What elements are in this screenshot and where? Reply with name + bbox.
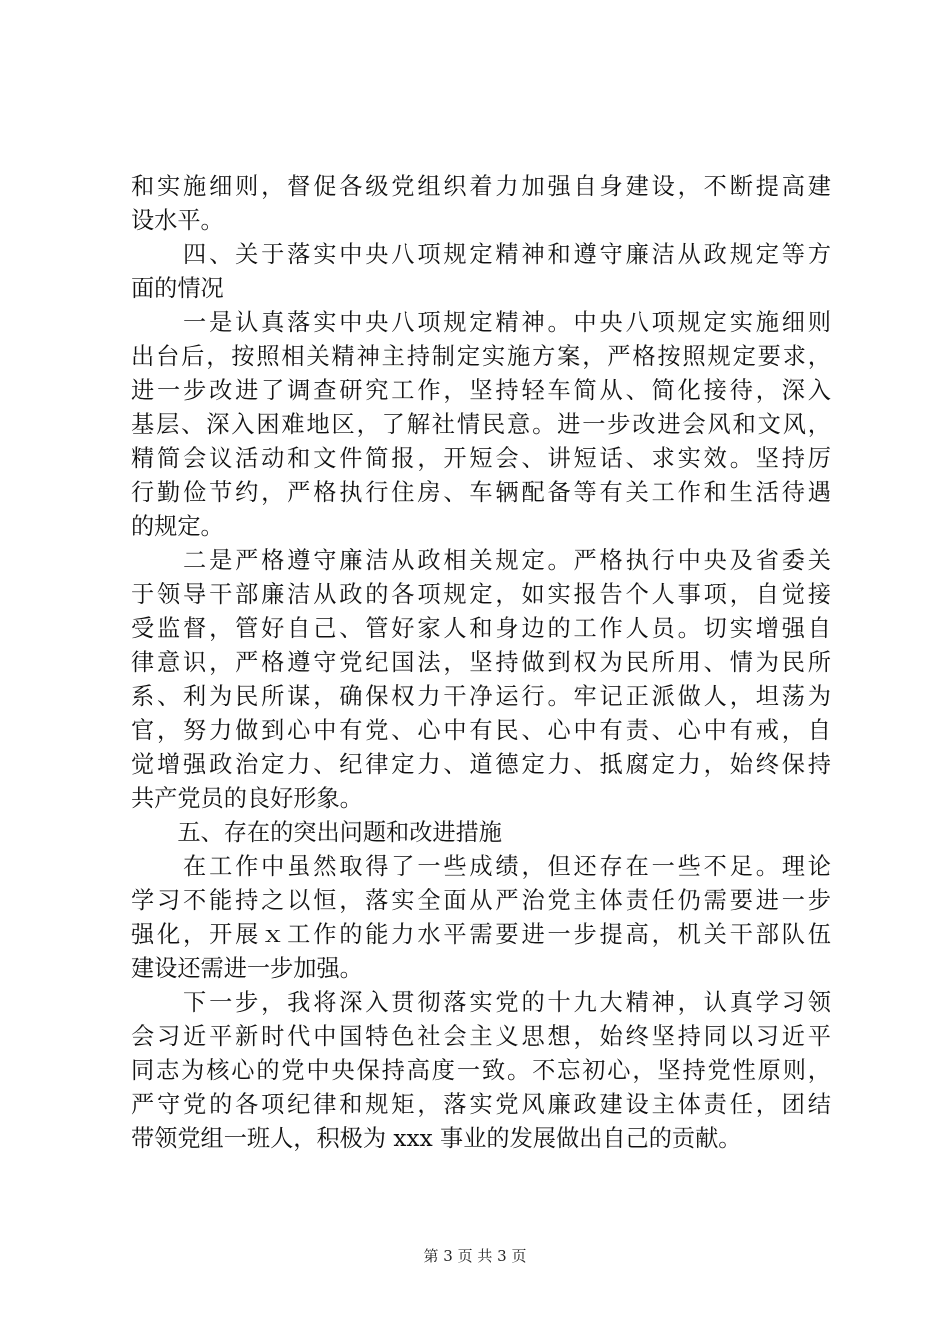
text-line: 在工作中虽然取得了一些成绩，但还存在一些不足。理论	[131, 853, 831, 880]
text-line: 行勤俭节约，严格执行住房、车辆配备等有关工作和生活待遇	[131, 479, 831, 506]
text-line: 二是严格遵守廉洁从政相关规定。严格执行中央及省委关	[131, 547, 831, 574]
text-line: 精简会议活动和文件简报，开短会、讲短话、求实效。坚持厉	[131, 445, 831, 472]
section-heading-line: 面的情况	[131, 275, 224, 302]
text-line: 强化，开展ｘ工作的能力水平需要进一步提高，机关干部队伍	[131, 921, 831, 948]
text-line: 建设还需进一步加强。	[131, 955, 363, 982]
page-footer	[0, 1246, 950, 1266]
text-line: 基层、深入困难地区，了解社情民意。进一步改进会风和文风，	[131, 411, 831, 438]
text-line: 的规定。	[131, 513, 224, 540]
text-line: 严守党的各项纪律和规矩，落实党风廉政建设主体责任，团结	[131, 1091, 831, 1118]
text-line: 律意识，严格遵守党纪国法，坚持做到权为民所用、情为民所	[131, 649, 831, 676]
text-line: 和实施细则，督促各级党组织着力加强自身建设，不断提高建	[131, 173, 831, 200]
text-line: 进一步改进了调查研究工作，坚持轻车简从、简化接待，深入	[131, 377, 831, 404]
text-line: 下一步，我将深入贯彻落实党的十九大精神，认真学习领	[131, 989, 831, 1016]
text-line: 觉增强政治定力、纪律定力、道德定力、抵腐定力，始终保持	[131, 751, 831, 778]
text-line: 官，努力做到心中有党、心中有民、心中有责、心中有戒，自	[131, 717, 831, 744]
text-line: 会习近平新时代中国特色社会主义思想，始终坚持同以习近平	[131, 1023, 831, 1050]
section-heading-line: 四、关于落实中央八项规定精神和遵守廉洁从政规定等方	[131, 241, 831, 268]
text-line: 带领党组一班人，积极为 xxx 事业的发展做出自己的贡献。	[131, 1125, 742, 1152]
text-line: 受监督，管好自己、管好家人和身边的工作人员。切实增强自	[131, 615, 831, 642]
text-line: 学习不能持之以恒，落实全面从严治党主体责任仍需要进一步	[131, 887, 831, 914]
text-line: 出台后，按照相关精神主持制定实施方案，严格按照规定要求，	[131, 343, 831, 370]
text-line: 于领导干部廉洁从政的各项规定，如实报告个人事项，自觉接	[131, 581, 831, 608]
text-line: 设水平。	[131, 207, 224, 234]
section-heading-line: 五、存在的突出问题和改进措施	[131, 819, 502, 846]
page-number: 第 3 页 共 3 页	[423, 1247, 527, 1265]
document-body	[131, 170, 831, 1156]
text-line: 共产党员的良好形象。	[131, 785, 363, 812]
text-line: 同志为核心的党中央保持高度一致。不忘初心，坚持党性原则，	[131, 1057, 831, 1084]
text-line: 一是认真落实中央八项规定精神。中央八项规定实施细则	[131, 309, 831, 336]
text-line: 系、利为民所谋，确保权力干净运行。牢记正派做人，坦荡为	[131, 683, 831, 710]
